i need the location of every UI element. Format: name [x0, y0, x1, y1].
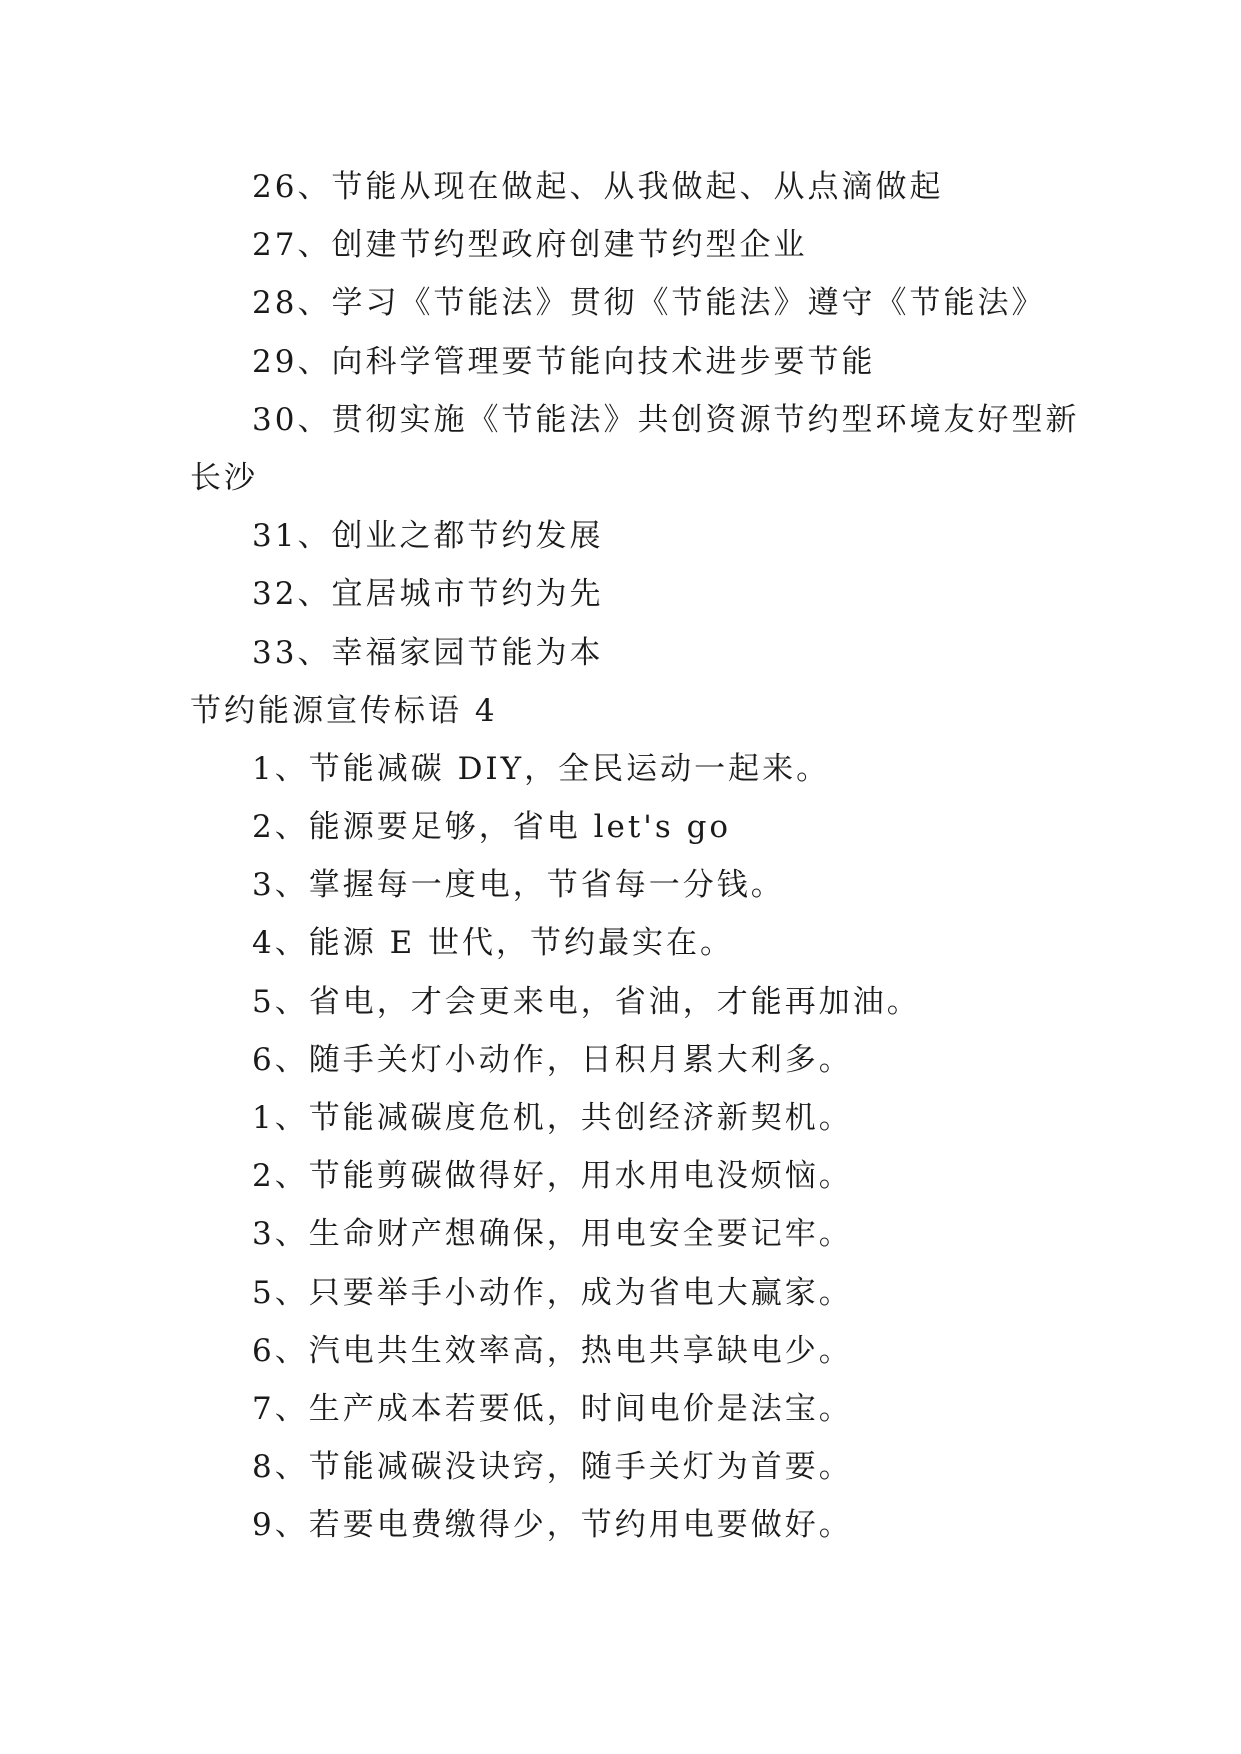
slogan-line: 8、节能减碳没诀窍，随手关灯为首要。 [252, 1449, 853, 1486]
slogan-line: 4、能源 E 世代，节约最实在。 [252, 925, 735, 962]
document-body [190, 158, 1080, 1555]
slogan-line: 6、汽电共生效率高，热电共享缺电少。 [252, 1332, 853, 1369]
slogan-line: 5、省电，才会更来电，省油，才能再加油。 [252, 983, 921, 1020]
slogan-line: 1、节能减碳 DIY，全民运动一起来。 [252, 750, 831, 787]
slogan-line: 26、节能从现在做起、从我做起、从点滴做起 [252, 169, 944, 205]
slogan-line: 28、学习《节能法》贯彻《节能法》遵守《节能法》 [252, 285, 1046, 322]
slogan-line: 27、创建节约型政府创建节约型企业 [252, 227, 808, 264]
slogan-line: 9、若要电费缴得少，节约用电要做好。 [252, 1507, 853, 1544]
slogan-line: 33、幸福家园节能为本 [252, 634, 604, 671]
slogan-line: 1、节能减碳度危机，共创经济新契机。 [252, 1100, 853, 1136]
slogan-line: 7、生产成本若要低，时间电价是法宝。 [252, 1390, 853, 1427]
slogan-line: 6、随手关灯小动作，日积月累大利多。 [252, 1041, 853, 1078]
slogan-line: 5、只要举手小动作，成为省电大赢家。 [252, 1274, 853, 1311]
slogan-line: 3、掌握每一度电，节省每一分钱。 [252, 867, 785, 904]
section-heading: 节约能源宣传标语 4 [190, 692, 498, 729]
slogan-line: 31、创业之都节约发展 [252, 518, 604, 555]
slogan-line: 30、贯彻实施《节能法》共创资源节约型环境友好型新 [252, 401, 1080, 438]
slogan-line-continuation: 长沙 [190, 459, 258, 496]
slogan-line: 2、节能剪碳做得好，用水用电没烦恼。 [252, 1158, 853, 1195]
slogan-line: 2、能源要足够，省电 let's go [252, 809, 732, 846]
slogan-line: 32、宜居城市节约为先 [252, 576, 604, 613]
slogan-line: 3、生命财产想确保，用电安全要记牢。 [252, 1216, 853, 1253]
slogan-line: 29、向科学管理要节能向技术进步要节能 [252, 343, 876, 380]
